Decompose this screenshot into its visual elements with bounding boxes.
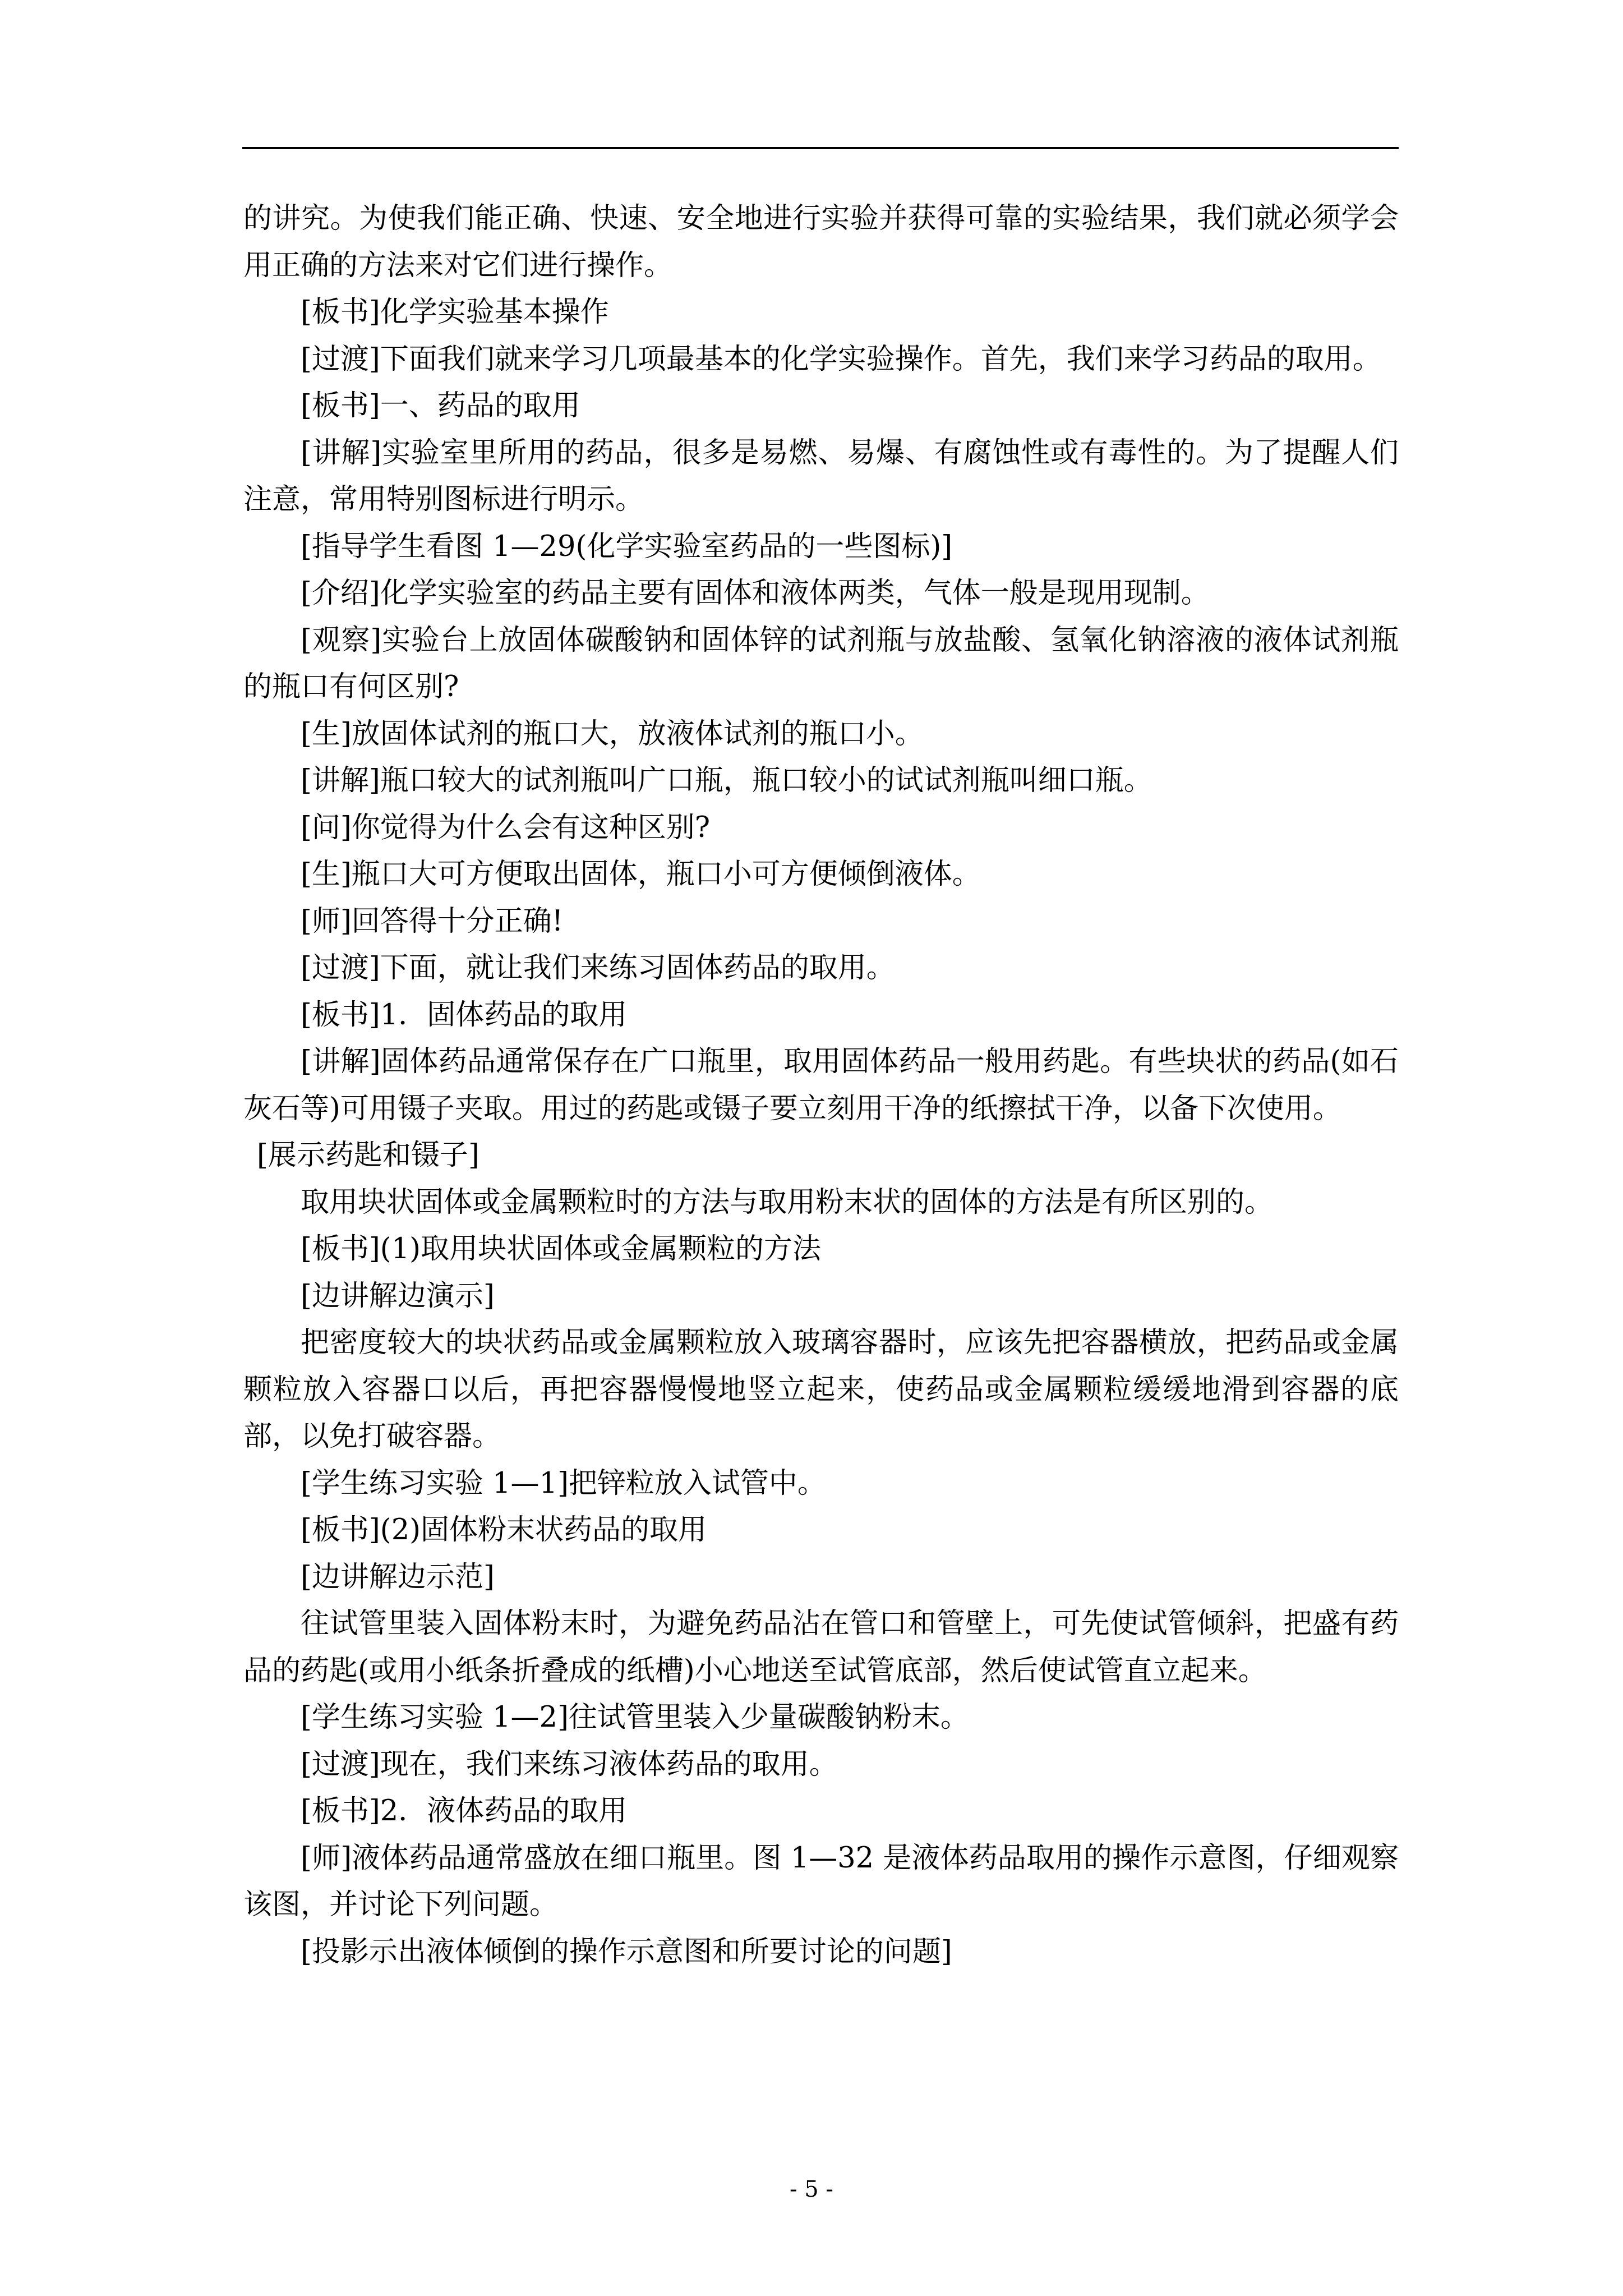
paragraph-board-liquid: [板书]2．液体药品的取用	[301, 1795, 628, 1828]
paragraph-explanation: [讲解]实验室里所用的药品，很多是易燃、易爆、有腐蚀性或有毒性的。为了提醒人们注意，常用特别图标进行明示。	[243, 436, 1399, 516]
paragraph-transition: [过渡]下面我们就来学习几项最基本的化学实验操作。首先，我们来学习药品的取用。	[301, 342, 1381, 376]
paragraph-difference: 取用块状固体或金属颗粒时的方法与取用粉末状的固体的方法是有所区别的。	[301, 1185, 1274, 1219]
paragraph-transition-2: [过渡]下面，就让我们来练习固体药品的取用。	[301, 951, 895, 984]
paragraph-continuation: 的讲究。为使我们能正确、快速、安全地进行实验并获得可靠的实验结果，我们就必须学会用正确的方法来对它们进行操作。	[243, 202, 1399, 282]
paragraph-student-answer: [生]放固体试剂的瓶口大，放液体试剂的瓶口小。	[301, 717, 924, 751]
paragraph-question: [问]你觉得为什么会有这种区别?	[301, 811, 711, 844]
paragraph-observation: [观察]实验台上放固体碳酸钠和固体锌的试剂瓶与放盐酸、氢氧化钠溶液的液体试剂瓶的瓶口有何区别?	[243, 623, 1399, 703]
paragraph-lump-method: 把密度较大的块状药品或金属颗粒放入玻璃容器时，应该先把容器横放，把药品或金属颗粒放入容器口以后，再把容器慢慢地竖立起来，使药品或金属颗粒缓缓地滑到容器的底部，以免打破容器。	[243, 1326, 1399, 1453]
paragraph-show-tools: [展示药匙和镊子]	[257, 1139, 479, 1172]
paragraph-explanation-solid: [讲解]固体药品通常保存在广口瓶里，取用固体药品一般用药匙。有些块状的药品(如石灰石等)可用镊子夹取。用过的药匙或镊子要立刻用干净的纸擦拭干净，以备下次使用。	[243, 1045, 1399, 1125]
paragraph-teacher-liquid: [师]液体药品通常盛放在细口瓶里。图 1—32 是液体药品取用的操作示意图，仔细观察该图，并讨论下列问题。	[243, 1841, 1399, 1921]
paragraph-powder-method: 往试管里装入固体粉末时，为避免药品沾在管口和管壁上，可先使试管倾斜，把盛有药品的药匙(或用小纸条折叠成的纸槽)小心地送至试管底部，然后使试管直立起来。	[243, 1607, 1399, 1687]
paragraph-demo: [边讲解边演示]	[301, 1279, 495, 1313]
page-number: - 5 -	[790, 2177, 833, 2202]
paragraph-projection: [投影示出液体倾倒的操作示意图和所要讨论的问题]	[301, 1935, 952, 1968]
paragraph-board-solid: [板书]1．固体药品的取用	[301, 998, 628, 1032]
paragraph-transition-3: [过渡]现在，我们来练习液体药品的取用。	[301, 1747, 838, 1781]
header-rule	[242, 147, 1399, 149]
paragraph-board-powder: [板书](2)固体粉末状药品的取用	[301, 1513, 707, 1547]
page-body	[243, 195, 1399, 1975]
paragraph-experiment-2: [学生练习实验 1—2]往试管里装入少量碳酸钠粉末。	[301, 1701, 969, 1734]
paragraph-board-title: [板书]化学实验基本操作	[301, 296, 609, 329]
paragraph-guide-figure: [指导学生看图 1—29(化学实验室药品的一些图标)]	[301, 530, 953, 563]
paragraph-introduction: [介绍]化学实验室的药品主要有固体和液体两类，气体一般是现用现制。	[301, 577, 1210, 610]
paragraph-experiment-1: [学生练习实验 1—1]把锌粒放入试管中。	[301, 1466, 826, 1500]
paragraph-teacher-response: [师]回答得十分正确!	[301, 904, 564, 938]
paragraph-board-lumps: [板书](1)取用块状固体或金属颗粒的方法	[301, 1232, 822, 1266]
paragraph-student-answer-2: [生]瓶口大可方便取出固体，瓶口小可方便倾倒液体。	[301, 858, 981, 891]
paragraph-board-section-1: [板书]一、药品的取用	[301, 389, 580, 422]
paragraph-explanation-bottles: [讲解]瓶口较大的试剂瓶叫广口瓶，瓶口较小的试试剂瓶叫细口瓶。	[301, 764, 1152, 797]
paragraph-demo-2: [边讲解边示范]	[301, 1560, 495, 1594]
